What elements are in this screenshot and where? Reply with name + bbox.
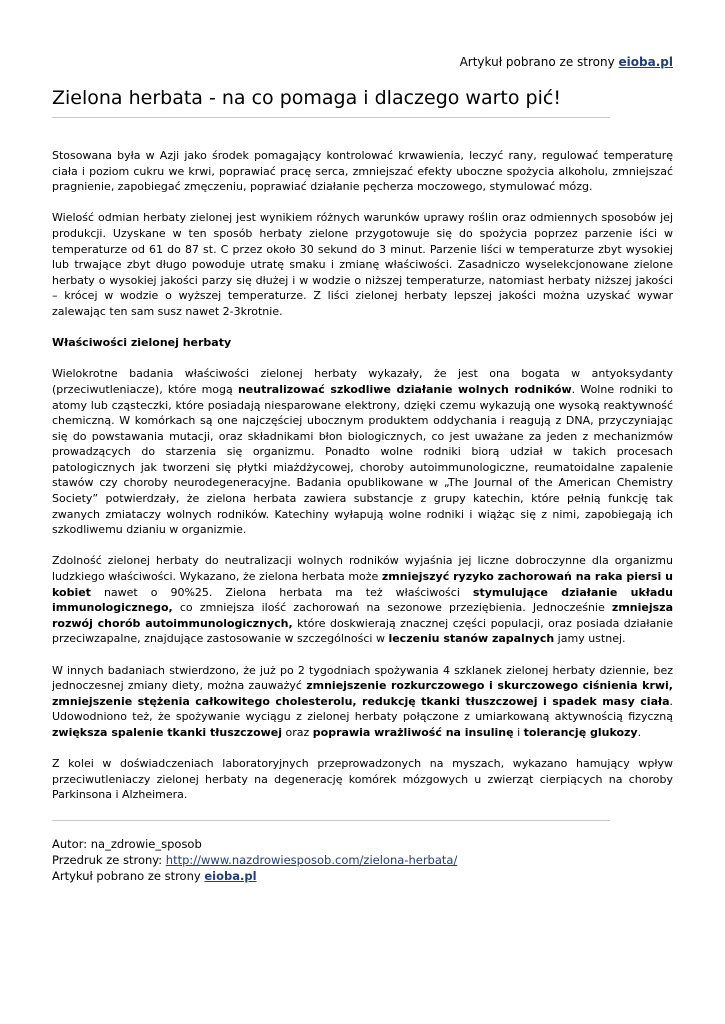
- footer-reprint-label: Przedruk ze strony:: [52, 853, 163, 867]
- article-body: [52, 148, 673, 819]
- footer-divider: [52, 820, 610, 821]
- bold-span: poprawia wrażliwość na insulinę: [312, 725, 514, 739]
- header-source-link[interactable]: eioba.pl: [618, 55, 673, 69]
- title-divider: [52, 117, 610, 118]
- text-span: nawet o 90%25. Zielona herbata ma też właściwości: [90, 585, 473, 599]
- text-span: .: [637, 725, 642, 739]
- header-source-line: [460, 55, 673, 69]
- text-span: Zdolność zielonej herbaty do neutralizacji wolnych rodników wyjaśnia jej liczne dobroczynne dla organizmu ludzkiego właściwości. Wykazano, że zielona herbata może: [52, 554, 673, 584]
- section-heading: Właściwości zielonej herbaty: [52, 336, 232, 350]
- bold-span: zmniejsza rozwój chorób autoimmunologicznych,: [52, 601, 673, 630]
- footer-source-link[interactable]: eioba.pl: [204, 869, 257, 883]
- footer-reprint: [52, 852, 457, 868]
- header-source-prefix: Artykuł pobrano ze strony: [459, 55, 615, 69]
- text-span: Wielokrotne badania właściwości zielonej herbaty wykazały, że jest ona bogata w antyoksydanty (przeciwutleniacze), które mogą: [52, 367, 673, 396]
- bold-span: stymulujące działanie układu immunologicznego,: [52, 585, 673, 615]
- paragraph-intro: Stosowana była w Azji jako środek pomagający kontrolować krwawienia, leczyć rany, regulować temperaturę ciała i poziom cukru we krwi, poprawiać pracę serca, zmniejszać efekty uboczne spożycia alkoholu, zmniejszać pragnienie, zapobiegać zmęczeniu, poprawiać działanie pęcherza moczowego, stymulować mózg.: [52, 149, 673, 194]
- paragraph-mice: Z kolei w doświadczeniach laboratoryjnych przeprowadzonych na myszach, wykazano hamujący wpływ przeciwutleniaczy zielonej herbaty na degenerację komórek mózgowych u zwierząt cierpiących na choroby Parkinsona i Alzheimera.: [52, 757, 673, 802]
- footer-source: [52, 868, 457, 884]
- text-span: oraz: [282, 725, 313, 739]
- bold-span: tolerancję glukozy: [523, 725, 638, 739]
- text-span: . Udowodniono też, że spożywanie wyciągu z zielonej herbaty połączone z umiarkowaną aktywnością fizyczną: [52, 694, 673, 724]
- footer-author: Autor: na_zdrowie_sposob: [52, 837, 202, 851]
- text-span: które doskwierają znacznej części populacji, oraz posiada działanie przeciwzapalne, znajdujące zastosowanie w szczególności w: [52, 616, 673, 646]
- bold-span: zwiększa spalenie tkanki tłuszczowej: [52, 725, 283, 739]
- text-span: W innych badaniach stwierdzono, że już po 2 tygodniach spożywania 4 szklanek zielonej herbaty dziennie, bez jednoczesnej zmiany diety, można zauważyć: [52, 663, 673, 693]
- bold-span: zmniejszenie rozkurczowego i skurczowego ciśnienia krwi, zmniejszenie stężenia całkowitego cholesterolu, redukcję tkanki tłuszczowej i spadek masy ciała: [52, 679, 673, 708]
- paragraph-benefits: [52, 553, 673, 647]
- text-span: co zmniejsza ilość zachorowań na sezonowe przeziębienia. Jednocześnie: [172, 601, 612, 615]
- paragraph-antioxidants: [52, 366, 673, 538]
- article-title: Zielona herbata - na co pomaga i dlaczego warto pić!: [52, 87, 561, 109]
- text-span: i: [513, 725, 524, 739]
- footer: [52, 836, 457, 884]
- text-span: jamy ustnej.: [554, 632, 626, 646]
- footer-reprint-link[interactable]: http://www.nazdrowiesposob.com/zielona-herbata/: [165, 853, 458, 867]
- bold-span: zmniejszyć ryzyko zachorowań na raka piersi u kobiet: [52, 570, 673, 599]
- bold-span: leczeniu stanów zapalnych: [388, 632, 555, 646]
- bold-span: neutralizować szkodliwe działanie wolnych rodników: [237, 382, 572, 396]
- paragraph-studies: [52, 663, 673, 741]
- footer-source-prefix: Artykuł pobrano ze strony: [52, 869, 201, 883]
- text-span: . Wolne rodniki to atomy lub cząsteczki, które posiadają niesparowane elektrony, dzięki czemu wykazują one wysoką reaktywność chemiczną. W komórkach są one najczęściej ubocznym produktem oddychania i reagują z DNA, przyczyniając się do powstawania mutacji, oraz składnikami błon biologicznych, co jest uważane za jeden z mechanizmów prowadzących do starzenia się organizmu. Ponadto wolne rodniki biorą udział w takich procesach patologicznych jak tworzeni się płytki miażdżycowej, choroby autoimmunologiczne, reumatoidalne zapalenie stawów czy choroby neurodegeneracyjne. Badania opublikowane w „The Journal of the American Chemistry Society” potwierdzały, że zielona herbata zawiera substancje z grupy katechin, które pełnią funkcję tak zwanych zmiataczy wolnych rodników. Katechiny wyłapują wolne rodniki i wiążąc się z nimi, zapobiegają ich szkodliwemu dzianiu w organizmie.: [52, 382, 674, 537]
- paragraph-varieties: Wielość odmian herbaty zielonej jest wynikiem różnych warunków uprawy roślin oraz odmiennych sposobów jej produkcji. Uzyskane w ten sposób herbaty zielone przygotowuje się do spożycia poprzez parzenie iści w temperaturze od 61 do 87 st. C przez około 30 sekund do 3 minut. Parzenie liści w temperaturze zbyt wysokiej lub trwające zbyt długo powoduje utratę smaku i zmianę właściwości. Zasadniczo wyselekcjonowane zielone herbaty o wysokiej jakości parzy się dłużej i w wodzie o niższej temperaturze, natomiast herbaty niższej jakości – krócej w wodzie o wyższej temperaturze. Z liści zielonej herbaty lepszej jakości można uzyskać wywar zalewając ten sam susz nawet 2-3krotnie.: [52, 211, 673, 318]
